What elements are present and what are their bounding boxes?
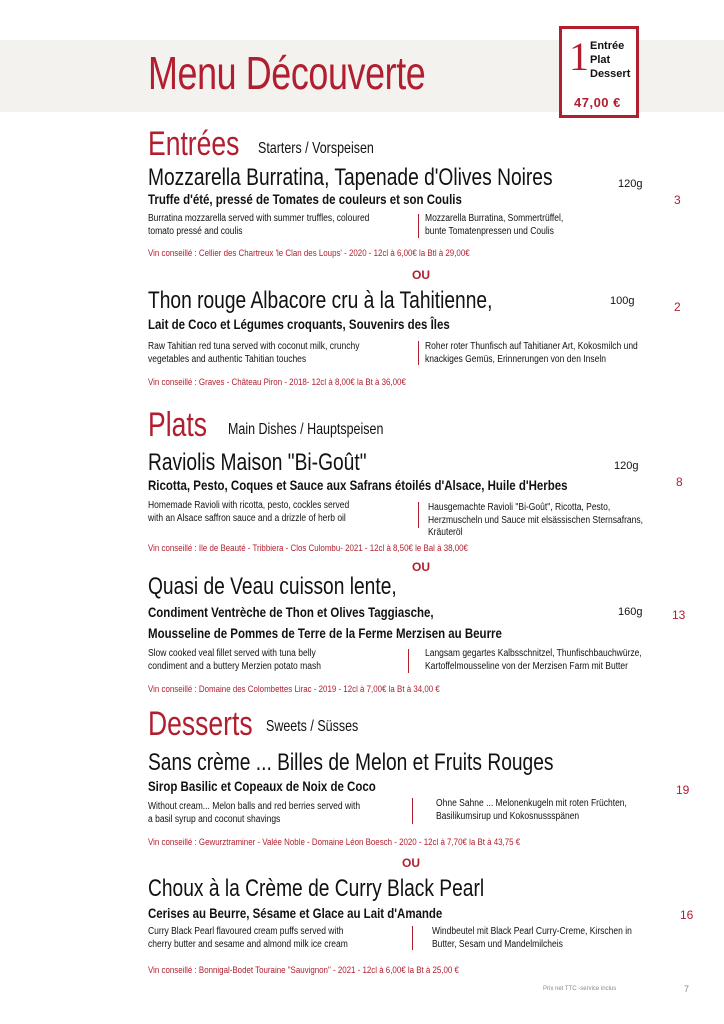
translation-divider (418, 341, 419, 365)
dish-description: Cerises au Beurre, Sésame et Glace au Lait d'Amande (148, 905, 443, 921)
wine-suggestion: Vin conseillé : Bonnigal-Bodet Touraine "Sauvignon" - 2021 - 12cl à 6,00€ la Bt à 25,00 € (148, 965, 459, 975)
dish-weight: 120g (618, 178, 643, 190)
dish-name: Quasi de Veau cuisson lente, (148, 573, 397, 600)
section-subtitle-entrees: Starters / Vorspeisen (258, 140, 374, 157)
dish-translation-en: Without cream... Melon balls and red berries served with a basil syrup and coconut shavings (148, 801, 361, 825)
dish-name: Raviolis Maison "Bi-Goût" (148, 449, 367, 476)
formula-box (559, 26, 639, 118)
translation-divider (408, 649, 409, 673)
formula-item-dessert: Dessert (590, 68, 631, 80)
dish-weight: 100g (610, 295, 635, 307)
dish-translation-de: Mozzarella Burratina, Sommertrüffel, bunte Tomatenpressen und Coulis (425, 213, 564, 237)
dish-description: Mousseline de Pommes de Terre de la Ferme Merzisen au Beurre (148, 625, 502, 641)
dish-description: Lait de Coco et Légumes croquants, Souvenirs des Îles (148, 316, 450, 332)
footer-note: Prix net TTC -service inclus (543, 986, 617, 992)
dish-price: 16 (680, 908, 694, 922)
dish-price: 3 (674, 193, 681, 207)
dish-name: Mozzarella Burratina, Tapenade d'Olives Noires (148, 164, 553, 191)
dish-weight: 120g (614, 460, 639, 472)
translation-divider (418, 502, 419, 528)
section-subtitle-plats: Main Dishes / Hauptspeisen (228, 421, 384, 438)
formula-item-starter: Entrée (590, 40, 625, 52)
dish-translation-en: Slow cooked veal fillet served with tuna belly condiment and a buttery Merzien potato mash (148, 648, 321, 672)
section-title-entrees: Entrées (148, 125, 240, 163)
dish-description: Condiment Ventrèche de Thon et Olives Taggiasche, (148, 604, 434, 620)
dish-description: Sirop Basilic et Copeaux de Noix de Coco (148, 778, 376, 794)
dish-translation-en: Curry Black Pearl flavoured cream puffs served with cherry butter and sesame and almond milk ice cream (148, 926, 348, 950)
separator-ou: OU (402, 856, 420, 870)
wine-suggestion: Vin conseillé : Gewurztraminer - Valée Noble - Domaine Léon Boesch - 2020 - 12cl à 7,70€ la Bt à 43,75 € (148, 837, 521, 847)
wine-suggestion: Vin conseillé : Graves - Château Piron - 2018- 12cl à 8,00€ la Bt à 36,00€ (148, 377, 406, 387)
translation-divider (412, 926, 413, 950)
wine-suggestion: Vin conseillé : Cellier des Chartreux 'le Clan des Loups' - 2020 - 12cl à 6,00€ la Btl à 29,00€ (148, 248, 470, 258)
menu-title: Menu Découverte (148, 47, 426, 99)
dish-price: 13 (672, 608, 686, 622)
dish-price: 2 (674, 300, 681, 314)
formula-price: 47,00 € (574, 95, 621, 110)
dish-translation-en: Raw Tahitian red tuna served with coconut milk, crunchy vegetables and authentic Tahitian touches (148, 341, 360, 365)
formula-item-main: Plat (590, 54, 611, 66)
dish-name: Choux à la Crème de Curry Black Pearl (148, 875, 485, 902)
dish-description: Truffe d'été, pressé de Tomates de couleurs et son Coulis (148, 191, 462, 207)
dish-price: 8 (676, 475, 683, 489)
translation-divider (418, 214, 419, 238)
translation-divider (412, 798, 413, 824)
dish-translation-de: Windbeutel mit Black Pearl Curry-Creme, Kirschen in Butter, Sesam und Mandelmilcheis (432, 926, 632, 950)
dish-price: 19 (676, 783, 690, 797)
page-number: 7 (684, 984, 690, 994)
dish-translation-de: Hausgemachte Ravioli "Bi-Goût", Ricotta, Pesto, Herzmuscheln und Sauce mit elsässischen Sternsafrans, Kräuteröl (428, 502, 643, 538)
dish-weight: 160g (618, 606, 643, 618)
separator-ou: OU (412, 268, 430, 282)
section-subtitle-desserts: Sweets / Süsses (266, 718, 359, 735)
dish-name: Thon rouge Albacore cru à la Tahitienne, (148, 287, 493, 314)
dish-translation-en: Homemade Ravioli with ricotta, pesto, cockles served with an Alsace saffron sauce and a drizzle of herb oil (148, 500, 350, 524)
dish-translation-de: Ohne Sahne ... Melonenkugeln mit roten Früchten, Basilikumsirup und Kokosnussspänen (436, 798, 627, 822)
dish-name: Sans crème ... Billes de Melon et Fruits Rouges (148, 749, 554, 776)
section-title-plats: Plats (148, 406, 207, 444)
wine-suggestion: Vin conseillé : Domaine des Colombettes Lirac - 2019 - 12cl à 7,00€ la Bt à 34,00 € (148, 684, 440, 694)
wine-suggestion: Vin conseillé : Ile de Beauté - Tribbiera - Clos Culombu- 2021 - 12cl à 8,50€ le Bal à 38,00€ (148, 543, 468, 553)
dish-translation-en: Burratina mozzarella served with summer truffles, coloured tomato pressé and coulis (148, 213, 370, 237)
dish-translation-de: Roher roter Thunfisch auf Tahitianer Art, Kokosmilch und knackiges Gemüs, Erinnerungen von den Inseln (425, 341, 638, 365)
dish-translation-de: Langsam gegartes Kalbsschnitzel, Thunfischbauchwürze, Kartoffelmousseline von der Merzisen Farm mit Butter (425, 648, 642, 672)
formula-number: 1 (569, 34, 589, 79)
dish-description: Ricotta, Pesto, Coques et Sauce aux Safrans étoilés d'Alsace, Huile d'Herbes (148, 477, 568, 493)
separator-ou: OU (412, 560, 430, 574)
section-title-desserts: Desserts (148, 705, 253, 743)
